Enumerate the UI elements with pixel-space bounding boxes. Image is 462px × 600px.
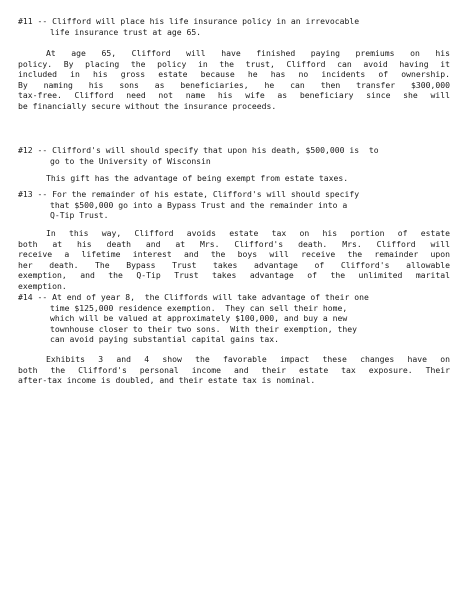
item-14-line-2: time $125,000 residence exemption. They can sell their home,	[50, 302, 348, 313]
paragraph-age-65-line-3: included in his gross estate because he has no incidents of ownership.	[18, 69, 450, 79]
item-13-line-2: that $500,000 go into a Bypass Trust and the remainder into a	[50, 199, 348, 210]
item-14	[18, 292, 450, 345]
item-13-line-1: #13 -- For the remainder of his estate, Clifford's will should specify	[18, 189, 360, 199]
item-14-line-3: which will be valued at approximately $100,000, and buy a new	[50, 313, 348, 323]
item-14-line-1: #14 -- At end of year 8, the Cliffords will take advantage of their one	[18, 292, 369, 302]
paragraph-gift-line-1: This gift has the advantage of being exempt from estate taxes.	[46, 173, 349, 183]
paragraph-exhibits-line-2: both the Clifford's personal income and their estate tax exposure. Their	[18, 364, 450, 375]
paragraph-in-this-way-line-4: her death. The Bypass Trust takes advantage of Clifford's allowable	[18, 259, 450, 270]
paragraph-in-this-way-line-3: receive a lifetime interest and the boys will receive the remainder upon	[18, 249, 450, 259]
item-13	[18, 189, 450, 221]
item-14-line-4: townhouse closer to their two sons. With their exemption, they	[50, 323, 357, 334]
item-13-line-3: Q-Tip Trust.	[50, 210, 109, 220]
item-11-line-2: life insurance trust at age 65.	[50, 26, 202, 37]
item-11	[18, 16, 450, 37]
paragraph-exhibits-line-3: after-tax income is doubled, and their estate tax is nominal.	[18, 375, 316, 385]
paragraph-in-this-way	[18, 228, 450, 291]
item-12	[18, 145, 450, 166]
paragraph-in-this-way-line-6: exemption.	[18, 280, 67, 291]
item-14-line-5: can avoid paying substantial capital gains tax.	[50, 334, 280, 344]
paragraph-age-65-line-5: tax-free. Clifford need not name his wife as beneficiary since she will	[18, 90, 450, 100]
paragraph-exhibits	[18, 354, 450, 386]
paragraph-in-this-way-line-2: both at his death and at Mrs. Clifford's death. Mrs. Clifford will	[18, 238, 450, 249]
paragraph-age-65-line-2: policy. By placing the policy in the trust, Clifford can avoid having it	[18, 58, 450, 69]
item-12-line-2: go to the University of Wisconsin	[50, 155, 211, 166]
paragraph-exhibits-line-1: Exhibits 3 and 4 show the favorable impact these changes have on	[46, 354, 450, 364]
paragraph-in-this-way-line-1: In this way, Clifford avoids estate tax on his portion of estate	[46, 228, 450, 238]
paragraph-in-this-way-line-5: exemption, and the Q-Tip Trust takes advantage of the unlimited marital	[18, 270, 450, 280]
paragraph-age-65-line-4: By naming his sons as beneficiaries, he can then transfer $300,000	[18, 79, 450, 90]
paragraph-gift	[18, 173, 450, 184]
paragraph-age-65	[18, 48, 450, 111]
item-12-line-1: #12 -- Clifford's will should specify that upon his death, $500,000 is to	[18, 145, 379, 155]
item-11-line-1: #11 -- Clifford will place his life insurance policy in an irrevocable	[18, 16, 360, 26]
paragraph-age-65-line-1: At age 65, Clifford will have finished paying premiums on his	[46, 48, 450, 58]
paragraph-age-65-line-6: be financially secure without the insurance proceeds.	[18, 100, 277, 111]
